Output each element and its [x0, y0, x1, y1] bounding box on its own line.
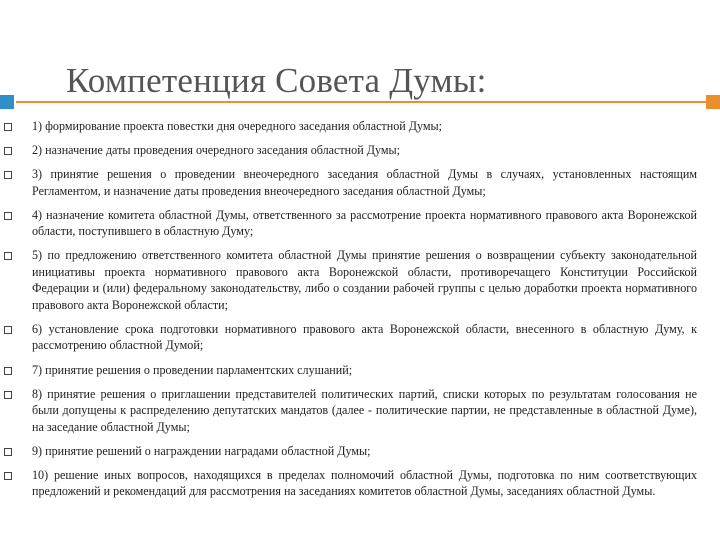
list-item-text: 10) решение иных вопросов, находящихся в пределах полномочий областной Думы, подготовка по ним соответствующих предложений и рекомендаций для рассмотрения на заседаниях комитетов областной Думы, заседаниях областной Думы. — [32, 467, 697, 499]
square-bullet-icon — [4, 472, 12, 480]
list-item — [0, 118, 720, 135]
list-item-text: 4) назначение комитета областной Думы, ответственного за рассмотрение проекта нормативного правового акта Воронежской области, поступившего в областную Думу; — [32, 207, 697, 239]
list-item-text: 7) принятие решения о проведении парламентских слушаний; — [32, 362, 353, 377]
list-item — [0, 247, 720, 313]
list-item-text: 8) принятие решения о приглашении представителей политических партий, списки которых по результатам голосования не были допущены к распределению депутатских мандатов (далее - политические партии, не представленные в областной Думе), на заседание областной Думы; — [32, 386, 697, 434]
accent-square-right — [706, 95, 720, 109]
list-item-text: 1) формирование проекта повестки дня очередного заседания областной Думы; — [32, 119, 443, 133]
square-bullet-icon — [4, 448, 12, 456]
list-item — [0, 386, 720, 436]
square-bullet-icon — [4, 252, 12, 260]
list-item-text: 5) по предложению ответственного комитета областной Думы принятие решения о возвращении субъекту законодательной инициативы проекта нормативного правового акта Воронежской области, противоречащего Конституции Российской Федерации и (или) федеральному законодательству, либо о создании рабочей группы с целью доработки проекта нормативного правового акта Воронежской области; — [32, 248, 697, 312]
list-item — [0, 467, 720, 500]
list-item-text: 3) принятие решения о проведении внеочередного заседания областной Думы в случаях, установленных настоящим Регламентом, и назначение даты проведения внеочередного заседания областной Думы; — [32, 167, 697, 198]
square-bullet-icon — [4, 391, 12, 399]
list-item — [0, 362, 720, 379]
list-item-text: 9) принятие решений о награждении наградами областной Думы; — [32, 443, 371, 458]
square-bullet-icon — [4, 367, 12, 375]
competence-list — [0, 118, 720, 507]
slide-title: Компетенция Совета Думы: — [66, 61, 487, 101]
list-item-text: 2) назначение даты проведения очередного заседания областной Думы; — [32, 143, 400, 158]
list-item — [0, 443, 720, 460]
accent-divider-line — [16, 101, 720, 103]
accent-square-left — [0, 95, 14, 109]
list-item — [0, 166, 720, 199]
square-bullet-icon — [4, 326, 12, 334]
list-item — [0, 142, 720, 159]
square-bullet-icon — [4, 212, 12, 220]
square-bullet-icon — [4, 171, 12, 179]
square-bullet-icon — [4, 123, 12, 131]
list-item-text: 6) установление срока подготовки нормативного правового акта Воронежской области, внесенного в областную Думу, к рассмотрению областной Думой; — [32, 321, 697, 353]
list-item — [0, 207, 720, 240]
list-item — [0, 321, 720, 354]
square-bullet-icon — [4, 147, 12, 155]
